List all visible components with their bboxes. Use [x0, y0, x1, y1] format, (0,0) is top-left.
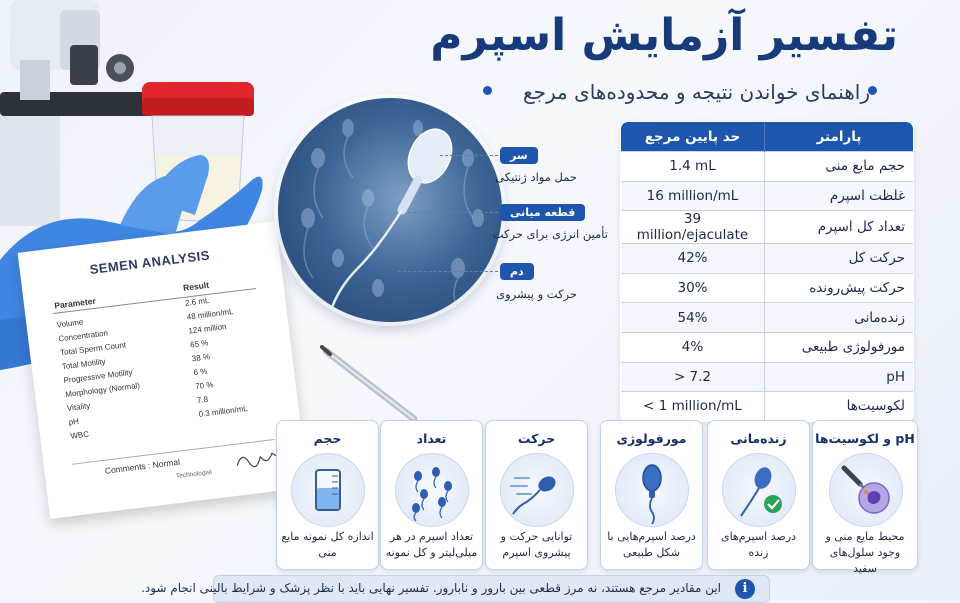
table-header-reference: حد پایین مرجع	[621, 122, 765, 152]
table-row	[621, 303, 914, 333]
report-result: 124 million	[187, 321, 227, 336]
beaker-icon	[291, 453, 365, 527]
midpiece-label: قطعه میانی	[500, 204, 585, 221]
table-cell-parameter: زنده‌مانی	[765, 303, 914, 333]
report-comments: Comments : Normal	[104, 456, 181, 476]
table-cell-value: 30%	[621, 273, 765, 303]
reference-range-table	[620, 121, 914, 422]
card-count	[380, 420, 483, 570]
report-param: Morphology (Normal)	[64, 380, 141, 400]
head-label: سر	[500, 147, 538, 164]
report-title: SEMEN ANALYSIS	[88, 247, 211, 278]
swimming-sperm-icon	[500, 453, 574, 527]
report-result: 7.8	[196, 394, 209, 406]
report-result: 65 %	[189, 338, 209, 350]
table-row	[621, 181, 914, 211]
report-param: Concentration	[57, 328, 109, 344]
sperm-shape-icon	[615, 453, 689, 527]
tail-description: حرکت و پیشروی	[496, 287, 577, 301]
report-param: Progressive Motility	[63, 367, 133, 386]
report-result: 0.3 million/mL	[198, 404, 249, 419]
card-ph-leukocytes	[812, 420, 918, 575]
card-vitality	[707, 420, 810, 570]
report-param: Total Motility	[61, 356, 107, 372]
sperm-anatomy-illustration	[278, 98, 502, 322]
semen-analysis-report	[18, 221, 309, 519]
card-title: pH و لکوسیت‌ها	[815, 431, 915, 446]
table-cell-value: < 1 million/mL	[621, 392, 765, 422]
table-row	[621, 362, 914, 392]
table-row	[621, 152, 914, 182]
sperm-image	[278, 98, 502, 322]
report-result: 70 %	[194, 380, 214, 392]
pen-image	[320, 345, 420, 425]
table-cell-value: > 7.2	[621, 362, 765, 392]
table-cell-value: 54%	[621, 303, 765, 333]
table-cell-value: 4%	[621, 332, 765, 362]
report-param: pH	[68, 416, 80, 427]
table-cell-value: 1.4 mL	[621, 152, 765, 182]
report-col-parameter: Parameter	[53, 295, 97, 311]
table-cell-parameter: حجم مایع منی	[765, 152, 914, 182]
card-title: حرکت	[517, 431, 556, 446]
card-motility	[485, 420, 588, 570]
live-sperm-check-icon	[722, 453, 796, 527]
card-title: مورفولوژی	[616, 431, 687, 446]
table-row	[621, 273, 914, 303]
disclaimer-text: این مقادیر مرجع هستند، نه مرز قطعی بین بارور و نابارور. تفسیر نهایی باید با نظر پزشک و شرایط بالینی انجام شود.	[141, 581, 721, 595]
card-volume	[276, 420, 379, 570]
report-result: 38 %	[191, 352, 211, 364]
table-row	[621, 211, 914, 244]
table-row	[621, 244, 914, 274]
page-subtitle: راهنمای خواندن نتیجه و محدوده‌های مرجع	[522, 80, 870, 104]
info-icon: i	[735, 579, 755, 599]
card-title: تعداد	[416, 431, 447, 446]
tail-label: دم	[500, 263, 534, 280]
table-cell-parameter: حرکت پیش‌رونده	[765, 273, 914, 303]
card-title: حجم	[313, 431, 342, 446]
card-description: محیط مایع منی و وجود سلول‌های سفید	[825, 530, 905, 575]
report-param: WBC	[69, 429, 90, 441]
report-param: Total Sperm Count	[59, 340, 127, 358]
table-cell-parameter: pH	[765, 362, 914, 392]
table-cell-parameter: تعداد کل اسپرم	[765, 211, 914, 244]
report-param: Volume	[56, 317, 84, 330]
card-morphology	[600, 420, 703, 570]
report-col-result: Result	[182, 279, 210, 293]
dropper-cell-icon	[829, 453, 903, 527]
report-result: 48 million/mL	[186, 307, 235, 322]
page-title: تفسیر آزمایش اسپرم	[430, 10, 898, 61]
disclaimer-banner	[141, 575, 770, 603]
table-cell-value: 39 million/ejaculate	[621, 211, 765, 244]
table-cell-parameter: غلظت اسپرم	[765, 181, 914, 211]
head-description: حمل مواد ژنتیکی	[495, 170, 577, 184]
table-row	[621, 392, 914, 422]
table-cell-parameter: حرکت کل	[765, 244, 914, 274]
report-technologist: Technologist	[175, 468, 213, 481]
subtitle-bullet-left	[483, 86, 492, 95]
card-description: درصد اسپرم‌های زنده	[720, 530, 797, 559]
report-result: 6 %	[193, 366, 208, 378]
card-description: تعداد اسپرم در هر میلی‌لیتر و کل نمونه	[385, 530, 478, 559]
report-result: 2.6 mL	[184, 295, 210, 308]
card-description: اندازه کل نمونه مایع منی	[281, 530, 374, 559]
table-cell-parameter: لکوسیت‌ها	[765, 392, 914, 422]
report-param: Vitality	[66, 401, 91, 413]
table-row	[621, 332, 914, 362]
table-cell-value: 42%	[621, 244, 765, 274]
table-cell-value: 16 million/mL	[621, 181, 765, 211]
midpiece-description: تأمین انرژی برای حرکت	[492, 227, 608, 241]
card-description: توانایی حرکت و پیشروی اسپرم	[500, 530, 573, 559]
sperm-cluster-icon	[395, 453, 469, 527]
card-description: درصد اسپرم‌هایی با شکل طبیعی	[607, 530, 696, 559]
card-title: زنده‌مانی	[730, 431, 787, 446]
table-cell-parameter: مورفولوژی طبیعی	[765, 332, 914, 362]
table-header-parameter: پارامتر	[765, 122, 914, 152]
